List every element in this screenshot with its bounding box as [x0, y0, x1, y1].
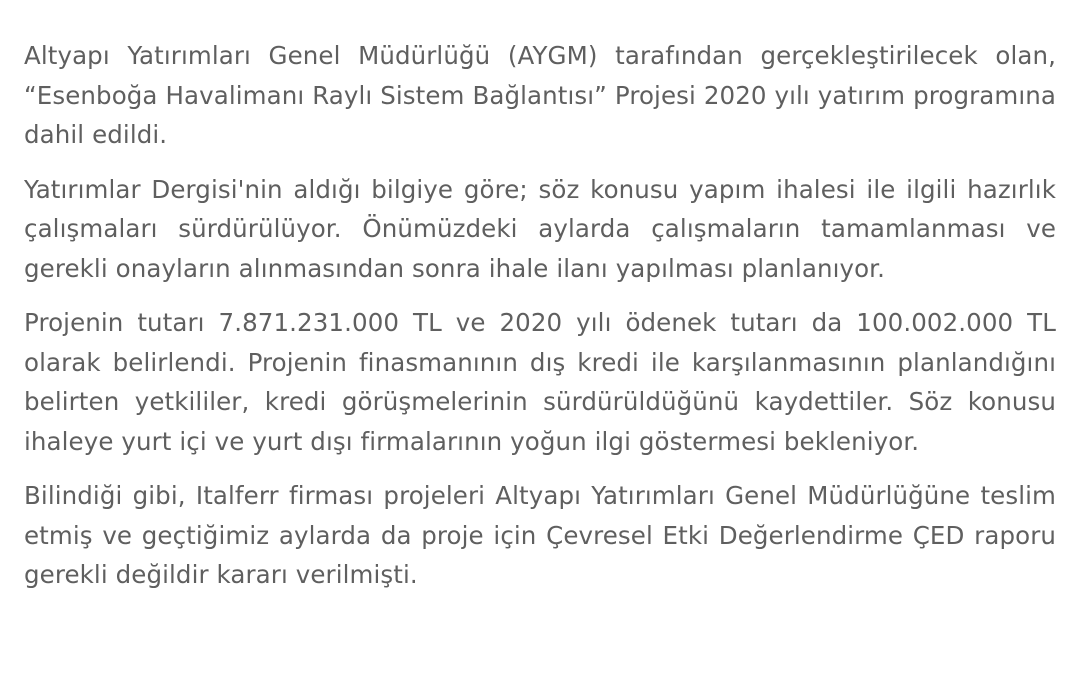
paragraph-intro: Altyapı Yatırımları Genel Müdürlüğü (AYGM) tarafından gerçekleştirilecek olan, “Esenboğa Havalimanı Raylı Sistem Bağlantısı” Projesi 2020 yılı yatırım programına dahil edildi. — [24, 41, 1056, 149]
paragraph-italferr-ced: Bilindiği gibi, Italferr firması projeleri Altyapı Yatırımları Genel Müdürlüğüne teslim etmiş ve geçtiğimiz aylarda da proje için Çevresel Etki Değerlendirme ÇED raporu gerekli değildir kararı verilmişti. — [24, 481, 1056, 589]
paragraph-project-cost: Projenin tutarı 7.871.231.000 TL ve 2020 yılı ödenek tutarı da 100.002.000 TL olarak belirlendi. Projenin finasmanının dış kredi ile karşılanmasının planlandığını belirten yetkililer, kredi görüşmelerinin sürdürüldüğünü kaydettiler. Söz konusu ihaleye yurt içi ve yurt dışı firmalarının yoğun ilgi göstermesi bekleniyor. — [24, 308, 1056, 456]
paragraph-tender-preparation: Yatırımlar Dergisi'nin aldığı bilgiye göre; söz konusu yapım ihalesi ile ilgili hazırlık çalışmaları sürdürülüyor. Önümüzdeki aylarda çalışmaların tamamlanması ve gerekli onayların alınmasından sonra ihale ilanı yapılması planlanıyor. — [24, 174, 1056, 283]
article-body — [24, 36, 1056, 595]
